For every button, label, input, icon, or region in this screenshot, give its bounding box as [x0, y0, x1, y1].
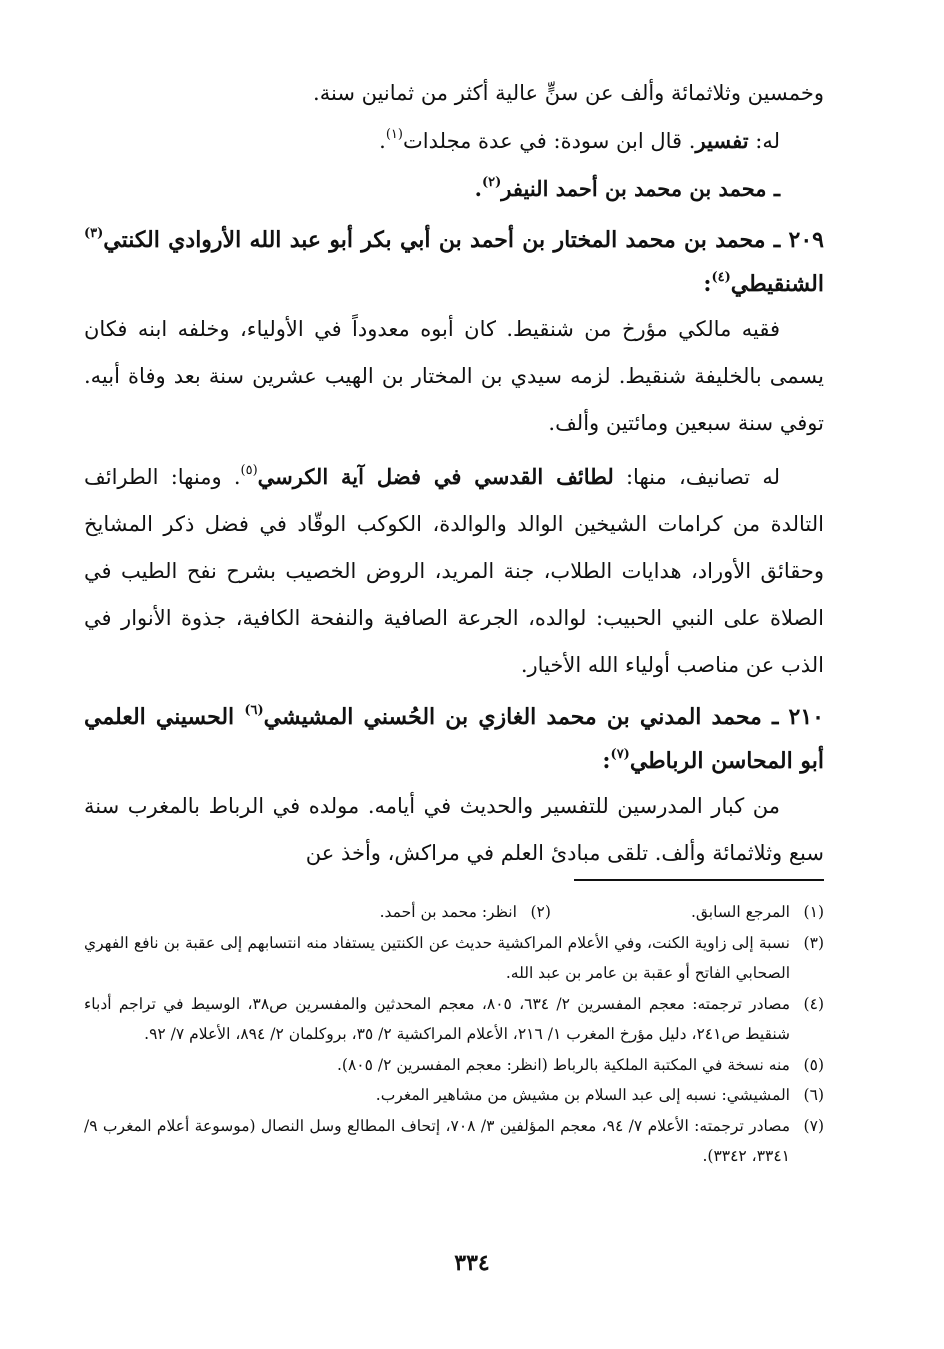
paragraph-continuation: وخمسين وثلاثمائة وألف عن سنٍّ عالية أكثر من ثمانين سنة.: [313, 81, 824, 105]
footnote-1: (١) المرجع السابق.: [690, 903, 824, 921]
footnote-ref-5: (٥): [240, 463, 258, 478]
footnote-5: (٥) منه نسخة في المكتبة الملكية بالرباط (انظر: معجم المفسرين ٢/ ٨٠٥).: [336, 1055, 824, 1074]
footnote-ref-4: (٤): [711, 269, 731, 285]
footnote-2: (٢) انظر: محمد بن أحمد.: [379, 903, 551, 921]
footnote-ref-1: (١): [385, 127, 403, 142]
paragraph-biography-209: فقيه مالكي مؤرخ من شنقيط. كان أبوه معدوداً في الأولياء، وخلفه ابنه فكان يسمى بالخليفة شنقيط. لزمه سيدي بن المختار بن الهيب عشرين سنة بعد وفاة أبيه. توفي سنة سبعين ومائتين وألف.: [84, 317, 824, 435]
footnote-4: (٤) مصادر ترجمته: معجم المفسرين ٢/ ٦٣٤، ٨٠٥، معجم المحدثين والمفسرين ص٣٨، الوسيط في تراجم أدباء شنقيط ص٢٤١، دليل مؤرخ المغرب ١/ ٢١٦، الأعلام المراكشية ٢/ ٣٥، بروكلمان ٢/ ٨٩٤، الأعلام ٧/ ٩٢.: [84, 994, 824, 1043]
footnote-ref-7: (٧): [610, 746, 630, 762]
paragraph-works-209: له تصانيف، منها: لطائف القدسي في فضل آية الكرسي$^{(٥)}$. ومنها: الطرائف التالدة من كرامات الشيخين الوالد والوالدة، الكوكب الوقّاد في فضل ذكر المشايخ وحقائق الأوراد، هدايات الطلاب، جنة المريد، الروض الخصيب بشرح نفح الطيب في الصلاة على النبي الحبيب: لوالده، الجرعة الصافية والنفحة الكافية، جذوة الأنوار في الذب عن مناصب أولياء الله الأخيار.: [84, 463, 824, 677]
footnote-ref-6: (٦): [244, 702, 264, 718]
cross-reference-entry: ـ محمد بن محمد بن أحمد النيفر$^{(٢)}$.: [474, 175, 780, 201]
footnote-row-1-2: [84, 897, 824, 928]
footnote-ref-2: (٢): [481, 175, 502, 190]
footnote-6: (٦) المشيشي: نسبه إلى عبد السلام بن مشيش من مشاهير المغرب.: [375, 1086, 824, 1104]
footnote-7: (٧) مصادر ترجمته: الأعلام ٧/ ٩٤، معجم المؤلفين ٣/ ٧٠٨، إتحاف المطالع وسل النصال (موسوعة أعلام المغرب ٩/ ٣٣٤١، ٣٣٤٢).: [84, 1116, 824, 1165]
main-text: [84, 70, 824, 877]
footnotes: [84, 897, 824, 1172]
entry-heading-209: ٢٠٩ ـ محمد بن محمد المختار بن أحمد بن أبي بكر أبو عبد الله الأروادي الكنتي$^{(٣)}$ الشنقيطي$^{(٤)}$:: [84, 225, 824, 297]
footnote-3: (٣) نسبة إلى زاوية الكنت، وفي الأعلام المراكشية حديث عن الكنتين يستفاد منه انتسابهم إلى عقبة بن نافع الفهري الصحابي الفاتح أو عقبة بن عامر بن عبد الله.: [84, 933, 824, 982]
footnote-divider: [574, 879, 824, 881]
page-number: ٣٣٤: [454, 1250, 490, 1276]
paragraph-biography-210: من كبار المدرسين للتفسير والحديث في أيامه. مولده في الرباط بالمغرب سنة سبع وثلاثمائة وألف. تلقى مبادئ العلم في مراكش، وأخذ عن: [84, 794, 824, 865]
book-title: تفسير: [695, 128, 749, 153]
paragraph-tafsir: له: تفسير. قال ابن سودة: في عدة مجلدات$^{(١)}$.: [379, 127, 780, 153]
footnote-ref-3: (٣): [84, 225, 104, 241]
entry-heading-210: ٢١٠ ـ محمد المدني بن محمد الغازي بن الحُسني المشيشي$^{(٦)}$ الحسيني العلمي أبو المحاسن الرباطي$^{(٧)}$:: [84, 702, 824, 774]
book-title: لطائف القدسي في فضل آية الكرسي: [257, 464, 614, 489]
